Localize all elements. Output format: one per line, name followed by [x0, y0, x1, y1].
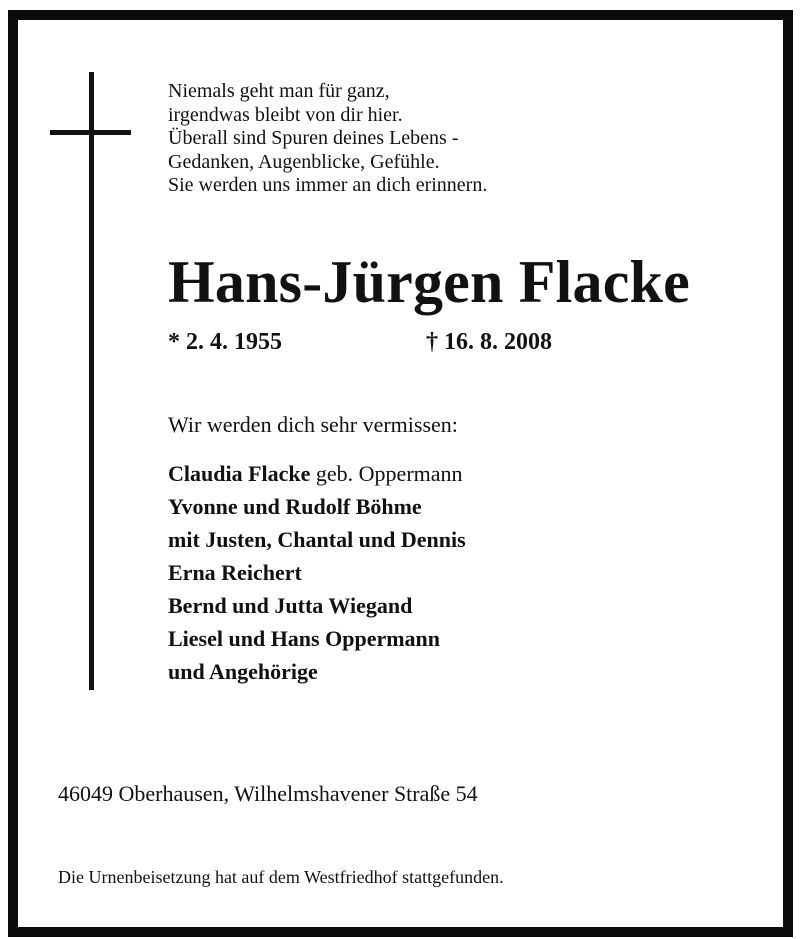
- mourner-line: Liesel und Hans Oppermann: [168, 626, 441, 651]
- cross-icon-horizontal-bar: [50, 130, 131, 135]
- death-date: † 16. 8. 2008: [426, 329, 552, 355]
- birth-date: * 2. 4. 1955: [168, 329, 282, 355]
- poem-line: Sie werden uns immer an dich erinnern.: [168, 174, 488, 196]
- mourners-list: [168, 457, 466, 688]
- poem-line: irgendwas bleibt von dir hier.: [168, 103, 403, 126]
- mourner-line: Bernd und Jutta Wiegand: [168, 593, 413, 618]
- cross-icon-vertical-bar: [89, 72, 94, 690]
- mourner-line: und Angehörige: [168, 659, 318, 684]
- memorial-poem: [168, 80, 728, 198]
- mourner-maiden-name: geb. Oppermann: [315, 461, 463, 486]
- poem-line: Überall sind Spuren deines Lebens -: [168, 127, 459, 149]
- deceased-name: Hans-Jürgen Flacke: [168, 249, 690, 315]
- mourner-name: Claudia Flacke: [168, 461, 311, 486]
- poem-line: Gedanken, Augenblicke, Gefühle.: [168, 150, 440, 173]
- mourner-line: Erna Reichert: [168, 560, 302, 585]
- mourner-line: Yvonne und Rudolf Böhme: [168, 494, 422, 519]
- obituary-notice: [8, 10, 793, 937]
- family-address: 46049 Oberhausen, Wilhelmshavener Straße 54: [58, 781, 478, 806]
- burial-note: Die Urnenbeisetzung hat auf dem Westfriedhof stattgefunden.: [58, 867, 504, 887]
- mourner-line: mit Justen, Chantal und Dennis: [168, 527, 466, 552]
- mourner-line: [168, 457, 466, 490]
- poem-line: Niemals geht man für ganz,: [168, 80, 390, 102]
- mourners-intro: Wir werden dich sehr vermissen:: [168, 412, 458, 437]
